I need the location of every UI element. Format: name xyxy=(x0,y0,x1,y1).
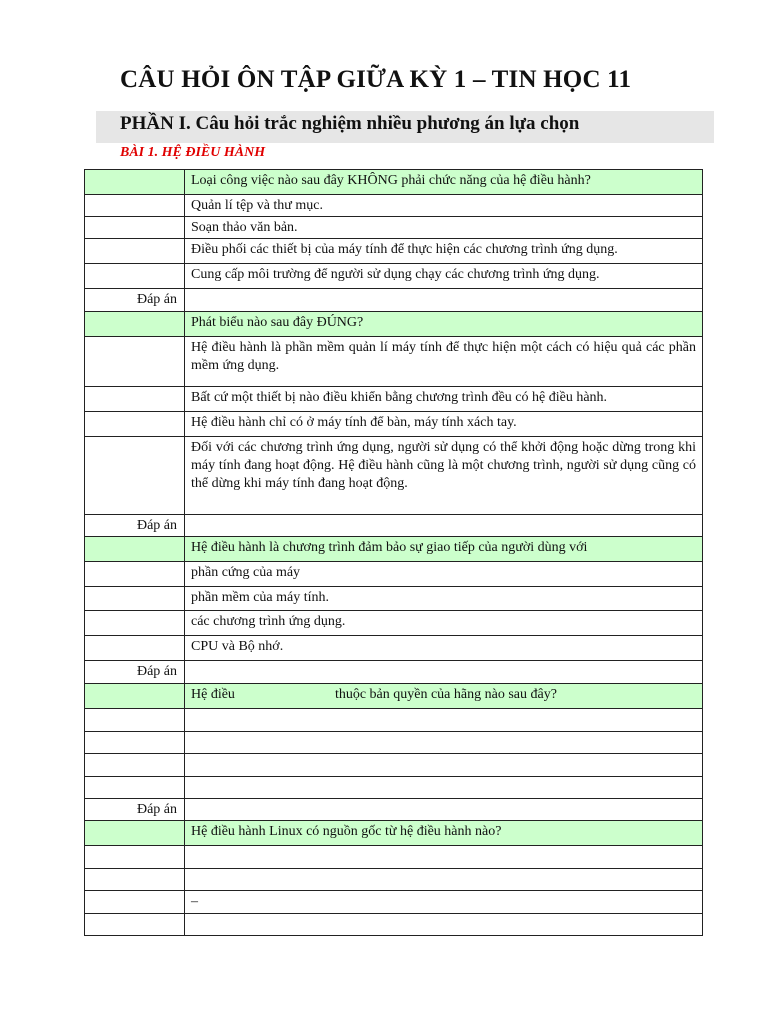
option-row xyxy=(85,732,703,754)
option-text xyxy=(185,914,703,936)
question-row xyxy=(85,170,703,195)
answer-cell[interactable] xyxy=(185,661,703,684)
question-text: Phát biểu nào sau đây ĐÚNG? xyxy=(185,312,703,337)
option-text: Hệ điều hành chỉ có ở máy tính để bàn, máy tính xách tay. xyxy=(185,412,703,437)
option-text: Điều phối các thiết bị của máy tính để thực hiện các chương trình ứng dụng. xyxy=(185,239,703,264)
answer-row xyxy=(85,661,703,684)
option-row xyxy=(85,611,703,636)
option-row xyxy=(85,869,703,891)
question-text: Hệ điều hành là chương trình đảm bảo sự giao tiếp của người dùng với xyxy=(185,537,703,562)
answer-row xyxy=(85,289,703,312)
lesson-title: BÀI 1. HỆ ĐIỀU HÀNH xyxy=(120,145,266,160)
answer-label: Đáp án xyxy=(85,799,185,821)
option-text: phần cứng của máy xyxy=(185,562,703,587)
option-row xyxy=(85,195,703,217)
option-text: Hệ điều hành là phần mềm quản lí máy tính để thực hiện một cách có hiệu quả các phần mềm ứng dụng. xyxy=(185,337,703,387)
option-text xyxy=(185,869,703,891)
option-text: Quản lí tệp và thư mục. xyxy=(185,195,703,217)
question-text-part1: Hệ điều xyxy=(191,687,235,702)
option-text xyxy=(185,709,703,732)
question-text: Loại công việc nào sau đây KHÔNG phải chức năng của hệ điều hành? xyxy=(185,170,703,195)
section-header xyxy=(96,111,714,143)
option-row xyxy=(85,239,703,264)
option-row xyxy=(85,846,703,869)
option-row xyxy=(85,777,703,799)
question-text: Hệ điều hành Linux có nguồn gốc từ hệ điều hành nào? xyxy=(185,821,703,846)
answer-row xyxy=(85,515,703,537)
option-text: Soạn thảo văn bản. xyxy=(185,217,703,239)
option-row xyxy=(85,387,703,412)
answer-cell[interactable] xyxy=(185,515,703,537)
option-row xyxy=(85,709,703,732)
question-row xyxy=(85,821,703,846)
question-text xyxy=(185,684,703,709)
question-row xyxy=(85,537,703,562)
option-text: Đối với các chương trình ứng dụng, người sử dụng có thể khởi động hoặc dừng trong khi máy tính đang hoạt động. Hệ điều hành cũng là một chương trình, người sử dụng cũng có thể dừng khi máy tính đang hoạt động. xyxy=(185,437,703,515)
option-text: Cung cấp môi trường để người sử dụng chạy các chương trình ứng dụng. xyxy=(185,264,703,289)
answer-row xyxy=(85,799,703,821)
answer-label: Đáp án xyxy=(85,289,185,312)
option-row xyxy=(85,412,703,437)
answer-cell[interactable] xyxy=(185,289,703,312)
option-text: phần mềm của máy tính. xyxy=(185,587,703,611)
answer-label: Đáp án xyxy=(85,661,185,684)
option-text xyxy=(185,846,703,869)
question-table xyxy=(84,169,703,936)
question-row xyxy=(85,684,703,709)
section-title: PHẦN I. Câu hỏi trắc nghiệm nhiều phương án lựa chọn xyxy=(120,113,580,134)
option-row xyxy=(85,914,703,936)
option-row xyxy=(85,636,703,661)
option-text: Bất cứ một thiết bị nào điều khiển bằng chương trình đều có hệ điều hành. xyxy=(185,387,703,412)
option-row xyxy=(85,891,703,914)
question-number-cell xyxy=(85,170,185,195)
question-text-part2: thuộc bản quyền của hãng nào sau đây? xyxy=(334,687,557,702)
option-row xyxy=(85,264,703,289)
option-row xyxy=(85,217,703,239)
question-row xyxy=(85,312,703,337)
option-text xyxy=(185,777,703,799)
option-row xyxy=(85,754,703,777)
option-text: – xyxy=(185,891,703,914)
answer-cell[interactable] xyxy=(185,799,703,821)
document-title: CÂU HỎI ÔN TẬP GIỮA KỲ 1 – TIN HỌC 11 xyxy=(120,66,632,93)
option-row xyxy=(85,562,703,587)
option-text xyxy=(185,754,703,777)
option-row xyxy=(85,437,703,515)
option-text: các chương trình ứng dụng. xyxy=(185,611,703,636)
option-row xyxy=(85,337,703,387)
option-row xyxy=(85,587,703,611)
option-text xyxy=(185,732,703,754)
answer-label: Đáp án xyxy=(85,515,185,537)
option-text: CPU và Bộ nhớ. xyxy=(185,636,703,661)
